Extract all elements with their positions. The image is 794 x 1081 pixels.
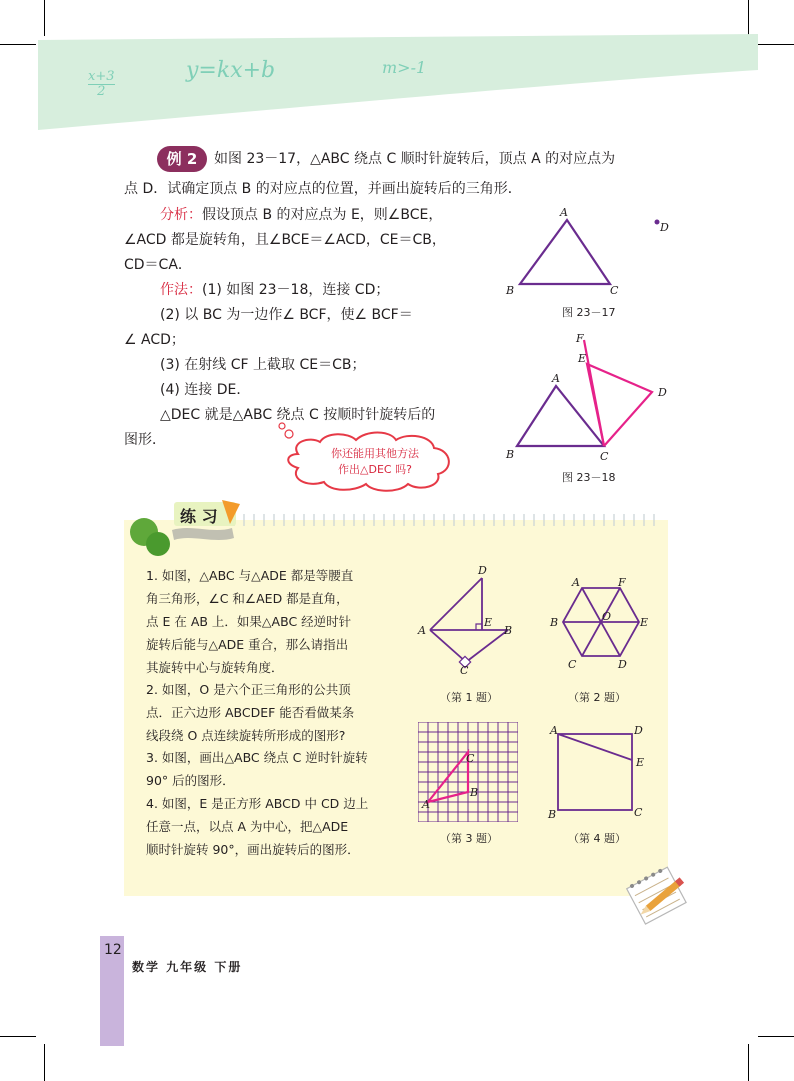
notepad-pencil-icon xyxy=(622,860,698,932)
label-a: A xyxy=(422,798,430,811)
method-step: (2) 以 BC 为一边作∠ BCF，使∠ BCF＝ xyxy=(160,307,413,323)
header-banner xyxy=(38,34,758,130)
practice-question-line: 点．正六边形 ABCDEF 能否看做某条 xyxy=(146,705,355,720)
banner-formula-inequality: m>-1 xyxy=(382,58,427,77)
practice-question-line: 其旋转中心与旋转角度． xyxy=(146,660,284,675)
bubble-line: 你还能用其他方法 xyxy=(331,447,419,460)
figure-23-18 xyxy=(500,330,680,462)
point-d xyxy=(655,220,660,225)
label-c: C xyxy=(460,664,469,674)
practice-caption: （第 2 题） xyxy=(568,691,626,704)
practice-question-line: 点 E 在 AB 上．如果△ABC 经逆时针 xyxy=(146,614,352,629)
label-c: C xyxy=(634,806,643,819)
triangle-abc xyxy=(517,386,604,446)
crop-mark xyxy=(748,0,749,36)
bubble-question xyxy=(300,446,450,478)
crop-mark xyxy=(44,0,45,36)
label-b: B xyxy=(550,616,559,629)
figure-caption: 图 23－17 xyxy=(562,306,616,319)
triangle-abc xyxy=(520,220,610,284)
practice-caption: （第 3 题） xyxy=(440,832,498,845)
practice-question-line: 4. 如图，E 是正方形 ABCD 中 CD 边上 xyxy=(146,796,369,811)
label-b: B xyxy=(470,786,479,799)
label-d: D xyxy=(634,724,643,737)
label-d: D xyxy=(660,221,669,234)
practice-question-line: 90° 后的图形． xyxy=(146,773,235,788)
label-c: C xyxy=(600,450,609,462)
method-step: (4) 连接 DE． xyxy=(160,382,251,398)
label-d: D xyxy=(658,386,667,399)
label-b: B xyxy=(548,808,557,821)
banner-formula-denominator: 2 xyxy=(88,84,115,99)
page-number: 12 xyxy=(104,942,122,958)
crop-mark xyxy=(758,1036,794,1037)
green-ball-icon xyxy=(146,532,170,556)
practice-figure-3 xyxy=(418,722,518,822)
practice-question-line: 角三角形，∠C 和∠AED 都是直角， xyxy=(146,591,349,606)
label-e: E xyxy=(484,616,493,629)
practice-question-line: 旋转后能与△ADE 重合，那么请指出 xyxy=(146,637,349,652)
figure-caption: 图 23－18 xyxy=(562,471,616,484)
practice-caption: （第 1 题） xyxy=(440,691,498,704)
method-step: ∠ ACD； xyxy=(124,332,185,348)
practice-question-line: 线段绕 O 点连续旋转所形成的图形? xyxy=(146,728,346,743)
practice-title: 练 习 xyxy=(180,507,218,526)
analysis-label: 分析： xyxy=(160,207,202,223)
banner-formula-fraction xyxy=(88,70,115,99)
label-d: D xyxy=(618,658,627,671)
practice-caption: （第 4 题） xyxy=(568,832,626,845)
label-b: B xyxy=(506,284,515,297)
method-step: (3) 在射线 CF 上截取 CE＝CB； xyxy=(160,357,366,373)
analysis-text: ∠ACD 都是旋转角，且∠BCE＝∠ACD，CE＝CB， xyxy=(124,232,446,248)
label-o: O xyxy=(602,610,612,623)
practice-figure-1 xyxy=(414,562,524,674)
banner-formula-numerator: x+3 xyxy=(88,69,115,84)
crop-mark xyxy=(748,1044,749,1081)
analysis-paragraph xyxy=(160,205,442,225)
banner-formula-linear: y=kx+b xyxy=(186,58,276,83)
label-a: A xyxy=(418,624,426,637)
analysis-text: CD＝CA． xyxy=(124,257,192,273)
label-a: A xyxy=(552,372,560,385)
example-text-line: 点 D．试确定顶点 B 的对应点的位置，并画出旋转后的三角形． xyxy=(124,181,522,197)
label-a: A xyxy=(572,576,580,589)
practice-question-line: 3. 如图，画出△ABC 绕点 C 逆时针旋转 xyxy=(146,750,368,765)
crop-mark xyxy=(44,1044,45,1081)
practice-question-line: 2. 如图，O 是六个正三角形的公共顶 xyxy=(146,682,351,697)
label-e: E xyxy=(640,616,649,629)
practice-figure-4 xyxy=(546,720,656,824)
label-c: C xyxy=(466,752,475,765)
label-c: C xyxy=(568,658,577,671)
label-b: B xyxy=(504,624,513,637)
practice-question-line: 1. 如图，△ABC 与△ADE 都是等腰直 xyxy=(146,568,354,583)
practice-question-line: 任意一点，以点 A 为中心，把△ADE xyxy=(146,819,349,834)
label-e: E xyxy=(578,352,587,365)
book-title: 数学 九年级 下册 xyxy=(132,960,243,974)
crop-mark xyxy=(0,44,36,45)
bubble-line: 作出△DEC 吗? xyxy=(338,463,412,476)
label-a: A xyxy=(550,724,558,737)
method-paragraph xyxy=(160,280,389,300)
method-step: (1) 如图 23－18，连接 CD； xyxy=(202,282,390,298)
label-a: A xyxy=(560,206,568,219)
practice-figure-2 xyxy=(544,574,654,674)
label-b: B xyxy=(506,448,515,461)
example-text-line: 如图 23－17，△ABC 绕点 C 顺时针旋转后，顶点 A 的对应点为 xyxy=(214,151,616,167)
label-e: E xyxy=(636,756,645,769)
conclusion-text: △DEC 就是△ABC 绕点 C 按顺时针旋转后的 xyxy=(160,407,436,423)
crop-mark xyxy=(0,1036,36,1037)
label-d: D xyxy=(478,564,487,577)
ray-cf xyxy=(584,340,604,446)
crop-mark xyxy=(758,44,794,45)
conclusion-text: 图形． xyxy=(124,432,166,448)
analysis-text: 假设顶点 B 的对应点为 E，则∠BCE， xyxy=(202,207,443,223)
figure-23-17 xyxy=(500,200,680,300)
label-f: F xyxy=(576,332,584,345)
label-c: C xyxy=(610,284,619,297)
method-label: 作法： xyxy=(160,282,202,298)
example-badge: 例 2 xyxy=(157,146,207,172)
practice-question-line: 顺时针旋转 90°，画出旋转后的图形． xyxy=(146,842,360,857)
label-f: F xyxy=(618,576,626,589)
